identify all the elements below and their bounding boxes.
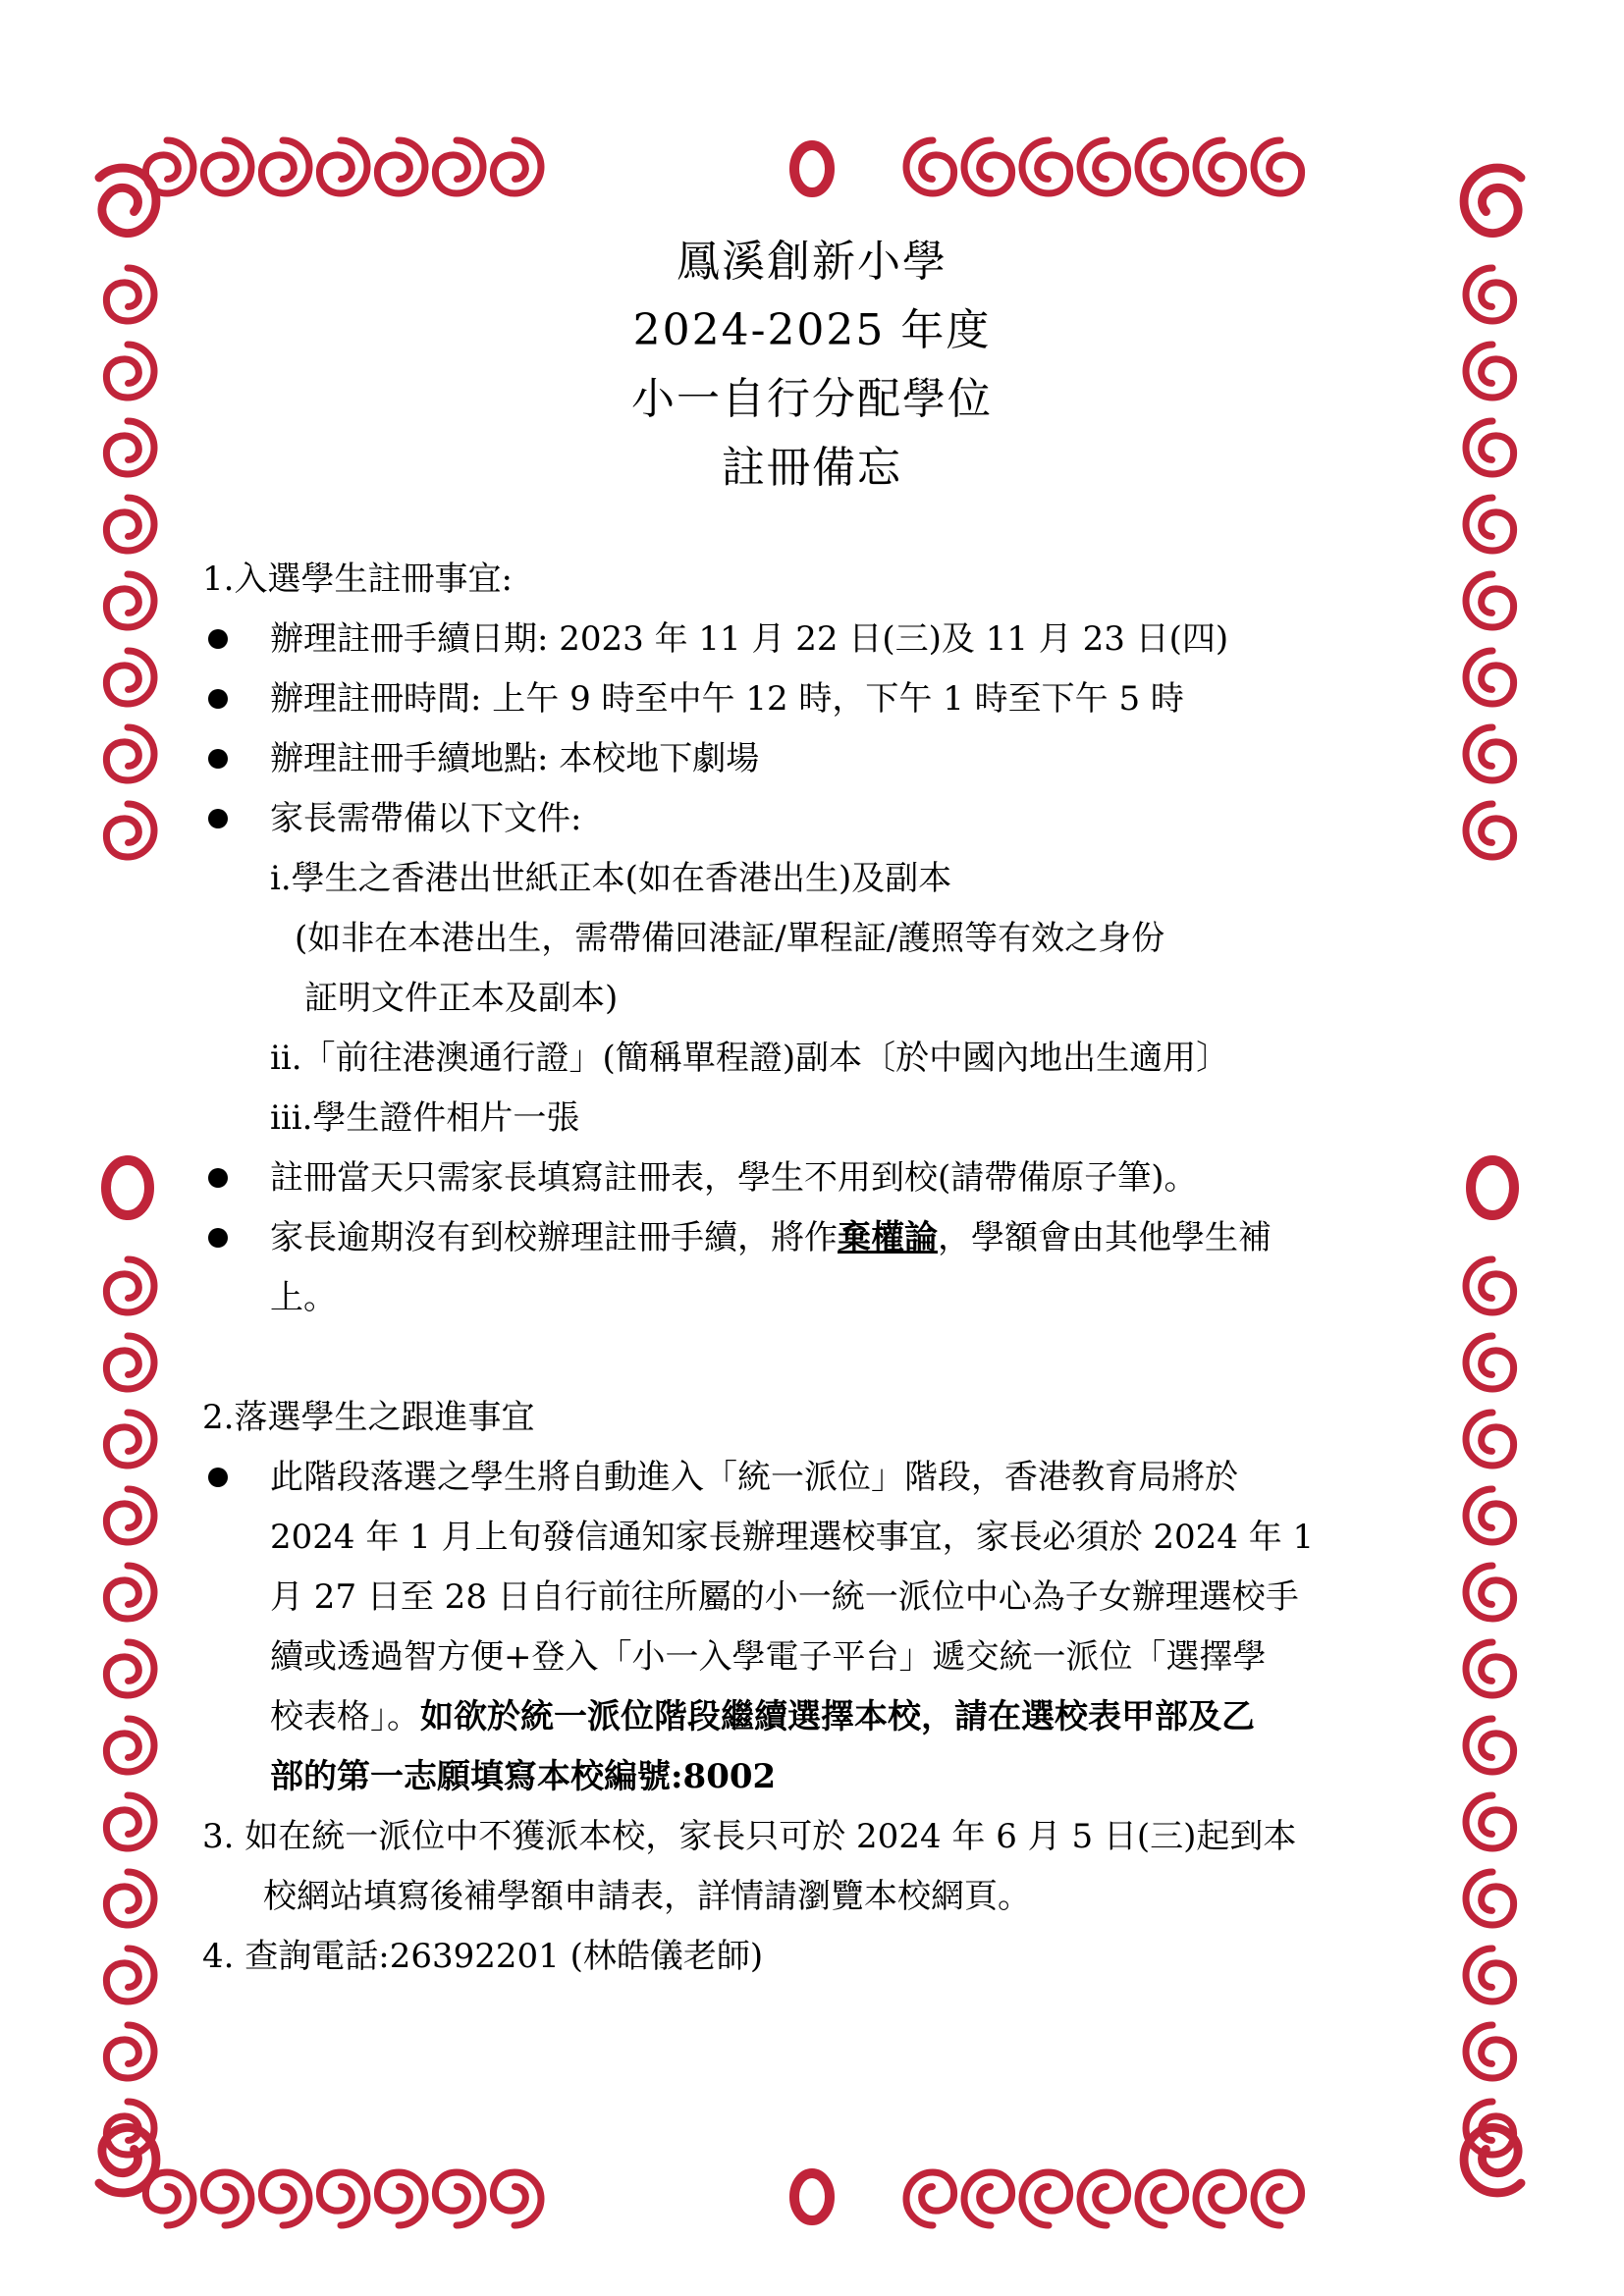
swirl-ornament	[1466, 651, 1514, 704]
swirl-ornament	[1466, 574, 1514, 627]
swirl-ornament	[106, 2025, 154, 2078]
swirl-ornament	[106, 1259, 154, 1312]
school-year: 2024-2025 年度	[632, 305, 992, 355]
title-block	[0, 228, 1624, 503]
swirl-ornament	[1254, 2172, 1302, 2225]
registration-time: 辦理註冊時間: 上午 9 時至中午 12 時，下午 1 時至下午 5 時	[196, 669, 1434, 729]
swirl-ornament	[1466, 1259, 1514, 1312]
school-name: 鳳溪創新小學	[677, 237, 947, 287]
document-item-i-note-line2: 証明文件正本及副本)	[304, 979, 619, 1018]
swirl-ornament	[493, 2172, 541, 2225]
ring-ornament	[1471, 1160, 1514, 1215]
document-subject: 小一自行分配學位	[631, 374, 993, 424]
swirl-ornament	[106, 651, 154, 704]
swirl-ornament	[435, 2172, 483, 2225]
swirl-ornament	[1022, 2172, 1070, 2225]
s2-line5a: 校表格」。	[270, 1697, 420, 1736]
swirl-ornament	[1466, 1566, 1514, 1619]
ring-ornament	[794, 145, 830, 192]
enquiry-phone: 4. 查詢電話:26392201 (林皓儀老師)	[202, 1937, 764, 1976]
swirl-ornament	[1080, 2172, 1128, 2225]
overdue-text-c: ，學額會由其他學生補	[938, 1218, 1272, 1257]
document-item-iii: iii.學生證件相片一張	[270, 1098, 580, 1138]
section-1-list	[196, 610, 1434, 849]
swirl-ornament	[1466, 1336, 1514, 1389]
swirl-ornament	[106, 1489, 154, 1542]
document-title: 註冊備忘	[722, 443, 902, 493]
section-2-list	[196, 1448, 1434, 1807]
swirl-ornament	[1466, 1413, 1514, 1466]
swirl-ornament	[1466, 804, 1514, 857]
swirl-ornament	[106, 498, 154, 551]
swirl-ornament	[1466, 1872, 1514, 1925]
swirl-ornament	[906, 140, 954, 193]
s2-line5b: 如欲於統一派位階段繼續選擇本校，請在選校表甲部及乙	[420, 1697, 1255, 1736]
s2-line2: 2024 年 1 月上旬發信通知家長辦理選校事宜，家長必須於 2024 年 1	[270, 1518, 1315, 1557]
document-item-i: i.學生之香港出世紙正本(如在香港出生)及副本	[270, 859, 952, 898]
parent-only-note: 註冊當天只需家長填寫註冊表，學生不用到校(請帶備原子筆)。	[196, 1148, 1434, 1208]
overdue-text-a: 家長逾期沒有到校辦理註冊手續，將作	[270, 1218, 838, 1257]
ring-ornament	[106, 1160, 149, 1215]
registration-date: 辦理註冊手續日期: 2023 年 11 月 22 日(三)及 11 月 23 日(四)	[196, 610, 1434, 669]
swirl-ornament	[1138, 140, 1186, 193]
required-documents-intro: 家長需帶備以下文件:	[196, 789, 1434, 849]
swirl-ornament	[106, 1566, 154, 1619]
section-3-line1: 3. 如在統一派位中不獲派本校，家長只可於 2024 年 6 月 5 日(三)起到本	[202, 1817, 1297, 1856]
swirl-ornament	[106, 1413, 154, 1466]
swirl-ornament	[377, 140, 425, 193]
forfeit-emphasis: 棄權論	[838, 1218, 938, 1257]
overdue-note	[196, 1208, 1434, 1328]
swirl-ornament	[106, 574, 154, 627]
swirl-ornament	[377, 2172, 425, 2225]
swirl-ornament	[106, 1872, 154, 1925]
swirl-ornament	[1466, 1949, 1514, 2002]
central-allocation-note	[196, 1448, 1434, 1807]
swirl-ornament	[906, 2172, 954, 2225]
registration-location: 辦理註冊手續地點: 本校地下劇場	[196, 729, 1434, 789]
s2-line1: 此階段落選之學生將自動進入「統一派位」階段，香港教育局將於	[270, 1458, 1238, 1497]
swirl-ornament	[261, 140, 309, 193]
swirl-ornament	[203, 140, 251, 193]
swirl-ornament	[261, 2172, 309, 2225]
swirl-ornament	[106, 804, 154, 857]
section-1-notes	[196, 1148, 1434, 1328]
ring-ornament	[794, 2173, 830, 2220]
swirl-ornament	[1466, 1489, 1514, 1542]
swirl-ornament	[493, 140, 541, 193]
s2-line4: 續或透過智方便+登入「小一入學電子平台」遞交統一派位「選擇學	[270, 1637, 1267, 1677]
swirl-ornament	[319, 140, 367, 193]
swirl-ornament	[1466, 1719, 1514, 1772]
document-item-ii: ii.「前往港澳通行證」(簡稱單程證)副本〔於中國內地出生適用〕	[270, 1039, 1230, 1078]
swirl-ornament	[1466, 1795, 1514, 1848]
swirl-ornament	[1466, 498, 1514, 551]
swirl-ornament	[1196, 2172, 1244, 2225]
swirl-ornament	[1138, 2172, 1186, 2225]
section-2-heading: 2.落選學生之跟進事宜	[202, 1398, 535, 1437]
swirl-ornament	[1080, 140, 1128, 193]
swirl-ornament	[106, 1949, 154, 2002]
swirl-ornament	[106, 1719, 154, 1772]
swirl-ornament	[1254, 140, 1302, 193]
section-3-line2: 校網站填寫後補學額申請表，詳情請瀏覽本校網頁。	[263, 1877, 1031, 1916]
swirl-ornament	[106, 1336, 154, 1389]
swirl-ornament	[964, 2172, 1012, 2225]
swirl-ornament	[1466, 1642, 1514, 1695]
swirl-ornament	[1196, 140, 1244, 193]
swirl-ornament	[203, 2172, 251, 2225]
swirl-ornament	[106, 727, 154, 780]
s2-line6: 部的第一志願填寫本校編號:8002	[270, 1757, 777, 1796]
swirl-ornament	[1466, 727, 1514, 780]
s2-line3: 月 27 日至 28 日自行前往所屬的小一統一派位中心為子女辦理選校手	[270, 1577, 1299, 1617]
swirl-ornament	[1022, 140, 1070, 193]
swirl-ornament	[435, 140, 483, 193]
swirl-ornament	[319, 2172, 367, 2225]
document-item-i-note-line1: (如非在本港出生，需帶備回港証/單程証/護照等有效之身份	[295, 919, 1165, 958]
overdue-text-d: 上。	[270, 1278, 337, 1317]
swirl-ornament	[106, 1795, 154, 1848]
swirl-ornament	[1466, 2025, 1514, 2078]
swirl-ornament	[106, 1642, 154, 1695]
swirl-ornament	[964, 140, 1012, 193]
memo-content	[196, 550, 1434, 1987]
section-spacer	[196, 1328, 1434, 1388]
section-1-heading: 1.入選學生註冊事宜:	[202, 560, 513, 599]
